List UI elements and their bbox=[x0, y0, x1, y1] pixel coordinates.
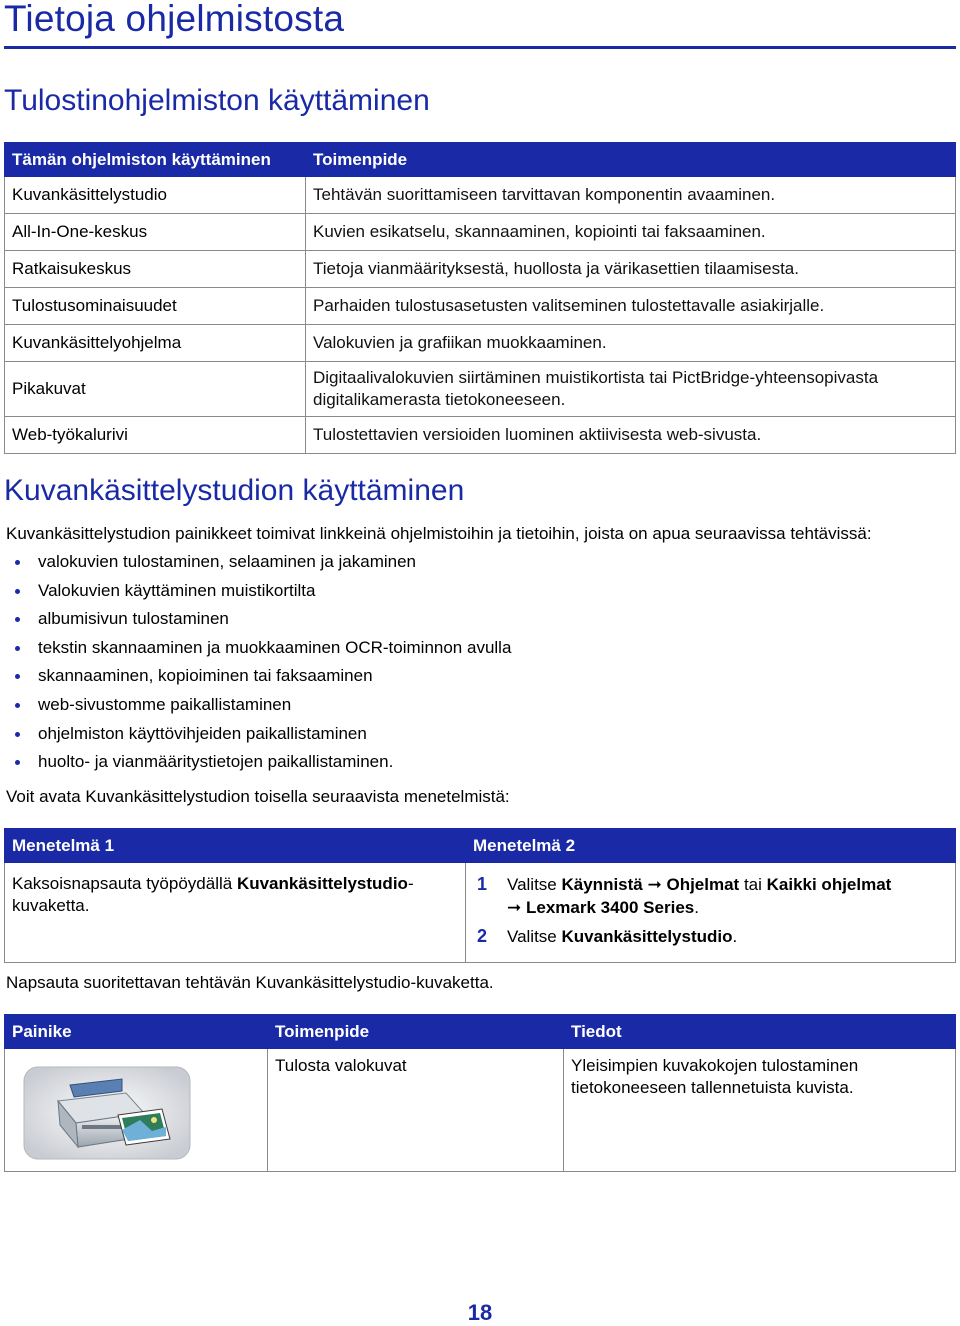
step-text: Valitse bbox=[507, 875, 562, 894]
table-header-cell: Menetelmä 2 bbox=[466, 829, 956, 863]
list-item bbox=[6, 721, 511, 750]
table-row bbox=[5, 288, 956, 325]
table-cell: Valokuvien ja grafiikan muokkaaminen. bbox=[306, 325, 956, 362]
table-cell: Pikakuvat bbox=[5, 362, 306, 417]
method1-bold: Kuvankäsittelystudio bbox=[236, 874, 408, 893]
step-bold: Lexmark 3400 Series bbox=[525, 898, 695, 917]
table-cell: Web-työkalurivi bbox=[5, 417, 306, 454]
list-item-text: tekstin skannaaminen ja muokkaaminen OCR-toiminnon avulla bbox=[38, 637, 512, 657]
button-cell bbox=[5, 1049, 268, 1172]
table-cell: Parhaiden tulostusasetusten valitseminen tulostettavalle asiakirjalle. bbox=[306, 288, 956, 325]
table-row bbox=[5, 177, 956, 214]
list-item bbox=[6, 606, 511, 635]
table-header-cell: Toimenpide bbox=[268, 1015, 564, 1049]
table-cell: Kuvankäsittelyohjelma bbox=[5, 325, 306, 362]
table-cell: Tietoja vianmäärityksestä, huollosta ja värikasettien tilaamisesta. bbox=[306, 251, 956, 288]
method1-cell bbox=[5, 863, 466, 963]
table-row bbox=[5, 417, 956, 454]
table-cell: Tulostusominaisuudet bbox=[5, 288, 306, 325]
table-row bbox=[5, 251, 956, 288]
table-row bbox=[5, 863, 956, 963]
list-item-text: Valokuvien käyttäminen muistikortilta bbox=[38, 580, 316, 600]
list-item-text: web-sivustomme paikallistaminen bbox=[38, 694, 292, 714]
list-item bbox=[6, 749, 511, 778]
step-bold: Kaikki ohjelmat bbox=[766, 875, 892, 894]
method2-cell bbox=[466, 863, 956, 963]
table-row bbox=[5, 362, 956, 417]
table-cell: Ratkaisukeskus bbox=[5, 251, 306, 288]
table-cell: Digitaalivalokuvien siirtäminen muistikortista tai PictBridge-yhteensopivasta digitalikamerasta tietokoneeseen. bbox=[306, 362, 956, 417]
step-text: tai bbox=[739, 875, 767, 894]
list-item-text: skannaaminen, kopioiminen tai faksaaminen bbox=[38, 666, 373, 686]
bullet-icon bbox=[15, 646, 20, 651]
step-item bbox=[473, 925, 948, 948]
step-item bbox=[473, 873, 948, 919]
page-title: Tietoja ohjelmistosta bbox=[4, 0, 345, 39]
list-item bbox=[6, 635, 511, 664]
step-text: . bbox=[732, 927, 738, 946]
action-cell: Tulosta valokuvat bbox=[268, 1049, 564, 1172]
step-text: Valitse bbox=[507, 927, 562, 946]
table-header-row bbox=[5, 1015, 956, 1049]
method1-text-end: -kuvaketta. bbox=[12, 874, 414, 915]
list-item-text: huolto- ja vianmääritystietojen paikallistaminen. bbox=[38, 752, 394, 772]
arrow-right-icon: ➞ bbox=[647, 875, 662, 894]
section-heading-software: Tulostinohjelmiston käyttäminen bbox=[4, 84, 430, 117]
table-header-row bbox=[5, 829, 956, 863]
table-cell: Tulostettavien versioiden luominen aktiivisesta web-sivusta. bbox=[306, 417, 956, 454]
step-number: 2 bbox=[477, 926, 488, 946]
bullet-icon bbox=[15, 674, 20, 679]
bullet-icon bbox=[15, 703, 20, 708]
table-header-cell: Toimenpide bbox=[306, 143, 956, 177]
intro-paragraph: Kuvankäsittelystudion painikkeet toimivat linkkeinä ohjelmistoihin ja tietoihin, joista on apua seuraavissa tehtävissä: bbox=[6, 524, 872, 543]
list-item-text: albumisivun tulostaminen bbox=[38, 609, 229, 629]
table-row bbox=[5, 214, 956, 251]
table-cell: Tehtävän suorittamiseen tarvittavan komponentin avaaminen. bbox=[306, 177, 956, 214]
list-item-text: valokuvien tulostaminen, selaaminen ja jakaminen bbox=[38, 552, 416, 571]
task-list bbox=[6, 549, 511, 778]
click-instruction-text: Napsauta suoritettavan tehtävän Kuvankäsittelystudio-kuvaketta. bbox=[6, 973, 494, 992]
list-item bbox=[6, 578, 511, 607]
method1-text: Kaksoisnapsauta työpöydällä bbox=[12, 874, 237, 893]
step-bold: Käynnistä bbox=[561, 875, 643, 894]
table-cell: Kuvien esikatselu, skannaaminen, kopiointi tai faksaaminen. bbox=[306, 214, 956, 251]
title-rule bbox=[4, 46, 956, 49]
table-row bbox=[5, 1049, 956, 1172]
bullet-icon bbox=[15, 732, 20, 737]
page-number: 18 bbox=[467, 1300, 493, 1325]
printer-photo-icon[interactable] bbox=[22, 1065, 192, 1161]
table-header-row bbox=[5, 143, 956, 177]
table-row bbox=[5, 325, 956, 362]
bullet-icon bbox=[15, 560, 20, 565]
section-heading-studio: Kuvankäsittelystudion käyttäminen bbox=[4, 474, 465, 507]
list-item-text: ohjelmiston käyttövihjeiden paikallistaminen bbox=[38, 723, 367, 743]
list-item bbox=[6, 663, 511, 692]
methods-table bbox=[4, 828, 956, 963]
table-header-cell: Tämän ohjelmiston käyttäminen bbox=[5, 143, 306, 177]
step-number: 1 bbox=[477, 874, 488, 894]
list-item bbox=[6, 549, 511, 578]
table-cell: Kuvankäsittelystudio bbox=[5, 177, 306, 214]
table-header-cell: Tiedot bbox=[564, 1015, 956, 1049]
table-header-cell: Painike bbox=[5, 1015, 268, 1049]
step-bold: Kuvankäsittelystudio bbox=[561, 927, 733, 946]
bullet-icon bbox=[15, 617, 20, 622]
table-cell: All-In-One-keskus bbox=[5, 214, 306, 251]
table-header-cell: Menetelmä 1 bbox=[5, 829, 466, 863]
info-cell: Yleisimpien kuvakokojen tulostaminen tietokoneeseen tallennetuista kuvista. bbox=[564, 1049, 956, 1172]
bullet-icon bbox=[15, 589, 20, 594]
arrow-right-icon: ➞ bbox=[507, 898, 522, 917]
buttons-table bbox=[4, 1014, 956, 1172]
bullet-icon bbox=[15, 760, 20, 765]
step-bold: Ohjelmat bbox=[666, 875, 740, 894]
method2-steps bbox=[473, 873, 948, 948]
software-table bbox=[4, 142, 956, 454]
step-text: . bbox=[694, 898, 699, 917]
open-methods-text: Voit avata Kuvankäsittelystudion toisella seuraavista menetelmistä: bbox=[6, 787, 510, 806]
list-item bbox=[6, 692, 511, 721]
